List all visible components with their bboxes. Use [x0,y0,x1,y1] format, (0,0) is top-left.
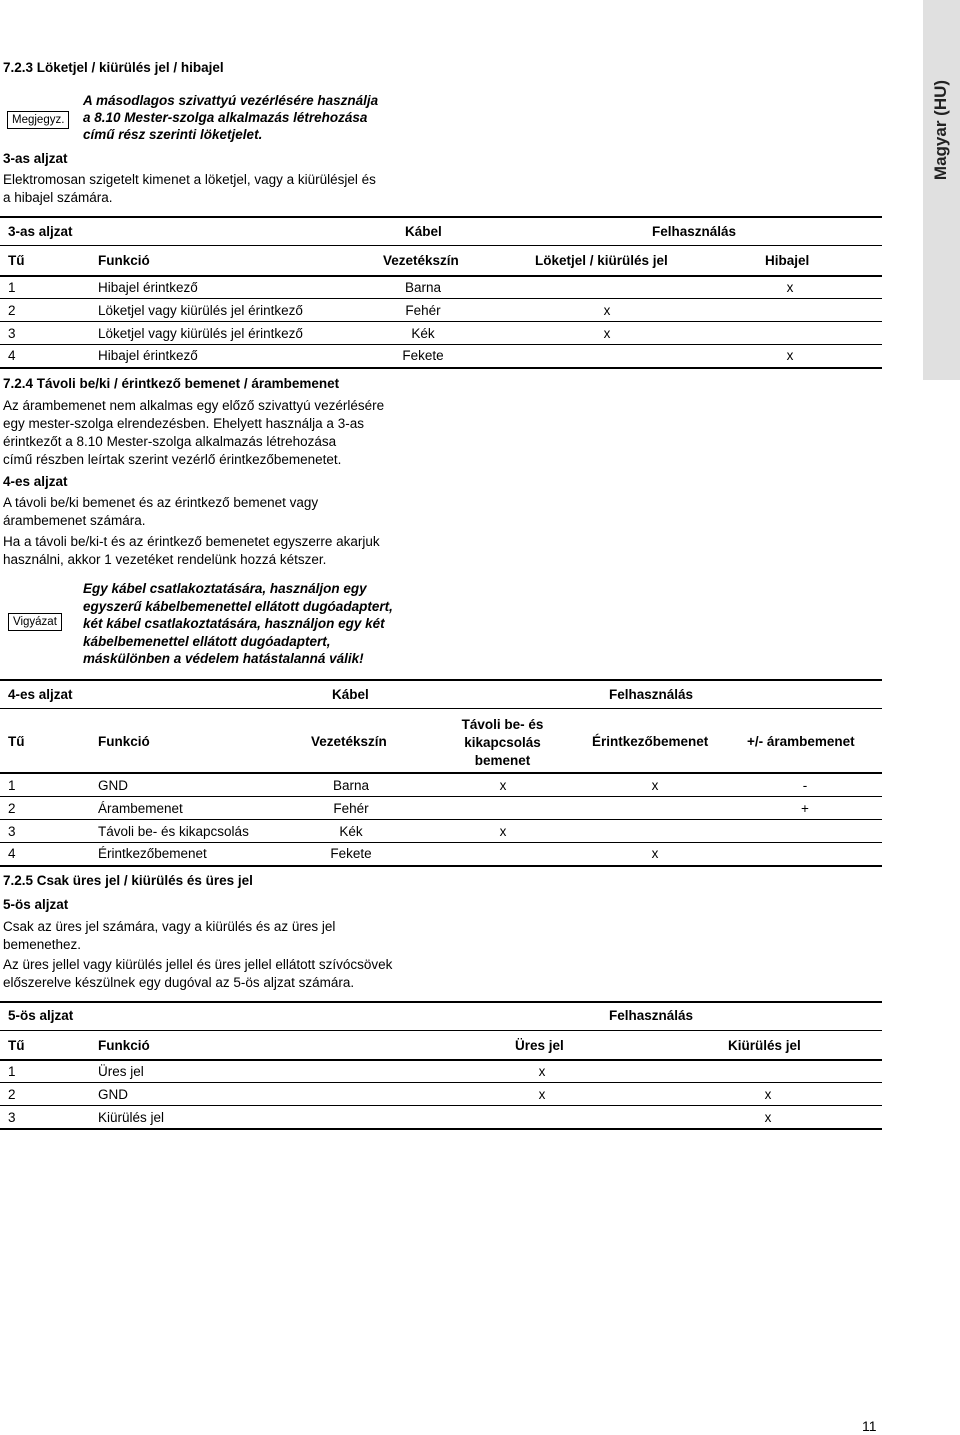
socket5-description: Csak az üres jel számára, vagy a kiürülés és az üres jel bemenethez. [3,919,336,952]
note-text: A másodlagos szivattyú vezérlésére használja a 8.10 Mester-szolga alkalmazás létrehozása című rész szerinti löketjelet. [83,93,379,142]
table4-col-header: Tű [8,734,25,749]
table4-col-header: Érintkezőbemenet [592,734,709,749]
note-tag: Megjegyz. [7,111,69,129]
table5-col-header: Funkció [98,1038,150,1053]
table4-col-header: +/- árambemenet [747,734,855,749]
socket4-note: Ha a távoli be/ki-t és az érintkező bemenetet egyszerre akarjuk használni, akkor 1 vezetéket rendelünk hozzá kétszer. [3,534,380,567]
section-heading-7-2-5: 7.2.5 Csak üres jel / kiürülés és üres jel [3,873,253,888]
table3-group-header: 3-as aljzat [8,224,73,239]
table5-group-header: Felhasználás [609,1008,694,1023]
section-7-2-4-paragraph: Az árambemenet nem alkalmas egy előző szivattyú vezérlésére egy mester-szolga elrendezésben. Ehelyett használja a 3-as érintkezőt a 8.10 Mester-szolga alkalmazás létrehozása című részben leírtak szerint vezérlő érintkezőbemenetet. [3,398,385,467]
caution-tag: Vigyázat [8,613,62,631]
language-tab [923,0,960,380]
table3-col-header: Hibajel [765,253,810,268]
table4-col-header: Távoli be- és kikapcsolás bemenet [461,717,544,768]
table4-group-header: 4-es aljzat [8,687,73,702]
table3-col-header: Tű [8,253,25,268]
table3-col-header: Funkció [98,253,150,268]
table5-col-header: Tű [8,1038,25,1053]
page-number: 11 [862,1418,877,1434]
socket5-note: Az üres jellel vagy kiürülés jellel és üres jellel ellátott szívócsövek előszerelve készülnek egy dugóval az 5-ös aljzat számára. [3,957,393,990]
caution-text: Egy kábel csatlakoztatására, használjon egy egyszerű kábelbemenettel ellátott dugóadaptert, két kábel csatlakoztatására, használjon egy két kábelbemenettel ellátott dugóadaptert, máskülönben a védelem hatástalanná válik! [83,581,393,666]
socket3-title: 3-as aljzat [3,151,68,166]
socket5-title: 5-ös aljzat [3,897,69,912]
table5-col-header: Kiürülés jel [728,1038,801,1053]
table5-group-header: 5-ös aljzat [8,1008,74,1023]
table4-col-header: Vezetékszín [311,734,387,749]
table4-group-header: Felhasználás [609,687,694,702]
table3-col-header: Vezetékszín [383,253,459,268]
table4-col-header: Funkció [98,734,150,749]
section-heading-7-2-4: 7.2.4 Távoli be/ki / érintkező bemenet / árambemenet [3,376,340,391]
table3-group-header: Felhasználás [652,224,737,239]
table3-col-header: Löketjel / kiürülés jel [535,253,668,268]
section-heading-7-2-3: 7.2.3 Löketjel / kiürülés jel / hibajel [3,60,224,75]
table3-group-header: Kábel [405,224,442,239]
table5-col-header: Üres jel [515,1038,564,1053]
socket4-description: A távoli be/ki bemenet és az érintkező bemenet vagy árambemenet számára. [3,495,319,528]
socket4-title: 4-es aljzat [3,474,68,489]
table4-group-header: Kábel [332,687,369,702]
language-label: Magyar (HU) [931,79,950,181]
socket3-description: Elektromosan szigetelt kimenet a löketjel, vagy a kiürülésjel és a hibajel számára. [3,172,376,205]
